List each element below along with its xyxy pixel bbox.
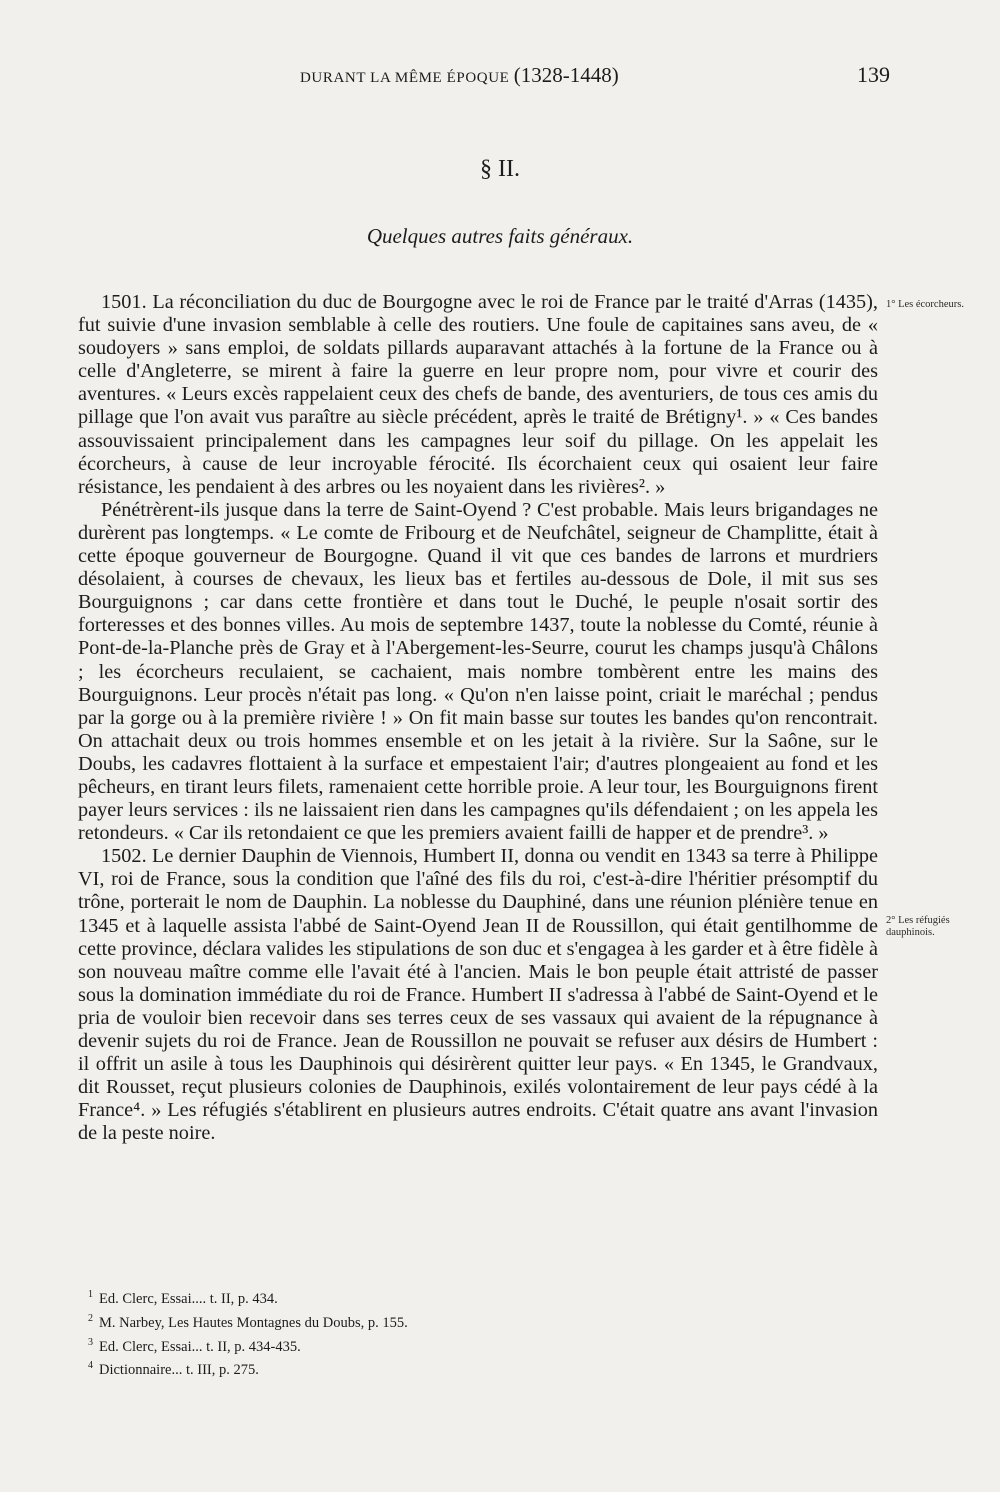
footnote-text: Dictionnaire... t. III, p. 275. [99, 1362, 259, 1379]
footnote-2 [88, 1309, 788, 1333]
footnote-text: M. Narbey, Les Hautes Montagnes du Doubs, p. 155. [99, 1314, 408, 1331]
running-head-text: DURANT LA MÊME ÉPOQUE [300, 70, 510, 86]
footnote-3 [88, 1333, 788, 1357]
running-head-years: (1328-1448) [513, 63, 619, 87]
footnote-text: Ed. Clerc, Essai.... t. II, p. 434. [99, 1290, 278, 1307]
running-head [300, 63, 619, 88]
footnote-text: Ed. Clerc, Essai... t. II, p. 434-435. [99, 1338, 301, 1355]
footnote-number: 4 [88, 1360, 93, 1372]
paragraph-1502: 1502. Le dernier Dauphin de Viennois, Humbert II, donna ou vendit en 1343 sa terre à Philippe VI, roi de France, sous la condition que l'aîné des fils du roi, c'est-à-dire l'héritier présomptif du trône, porterait le nom de Dauphin. La noblesse du Dauphiné, dans une réunion plénière tenue en 1345 et à laquelle assista l'abbé de Saint-Oyend Jean II de Roussillon, qui était gentilhomme de cette province, déclara valides les stipulations de son duc et s'engagea à les garder et à être fidèle à son nouveau maître comme elle l'avait été à l'ancien. Mais le bon peuple était attristé de passer sous la domination immédiate du roi de France. Humbert II s'adressa à l'abbé de Saint-Oyend et le pria de vouloir bien recevoir dans ses terres ceux de ses vassaux qui avaient de la répugnance à devenir sujets du roi de France. Jean de Roussillon ne pouvait se refuser aux désirs de Humbert : il offrit un asile à tous les Dauphinois qui désirèrent quitter leur pays. « En 1345, le Grandvaux, dit Rousset, reçut plusieurs colonies de Dauphinois, exilés volontairement de leur pays cédé à la France⁴. » Les réfugiés s'établirent en plusieurs autres endroits. C'était quatre ans avant l'invasion de la peste noire. [78, 845, 878, 1145]
footnote-1 [88, 1285, 788, 1309]
section-mark: § II. [480, 156, 520, 182]
section-title: Quelques autres faits généraux. [366, 224, 634, 248]
footnotes [88, 1285, 788, 1380]
footnote-number: 3 [88, 1336, 93, 1348]
page-header [300, 62, 890, 88]
page-number: 139 [857, 62, 890, 87]
margin-note-ecorcheurs: 1° Les écorcheurs. [886, 299, 964, 310]
margin-note-refugies: 2° Les réfugiés dauphinois. [886, 915, 950, 938]
footnote-number: 1 [88, 1289, 93, 1300]
footnote-4 [88, 1356, 788, 1380]
footnote-number: 2 [88, 1312, 93, 1324]
body-text [78, 291, 878, 1145]
paragraph-saint-oyend: Pénétrèrent-ils jusque dans la terre de Saint-Oyend ? C'est probable. Mais leurs brigandages ne durèrent pas longtemps. « Le comte de Fribourg et de Neufchâtel, seigneur de Champlitte, était à cette époque gouverneur de Bourgogne. Quand il vit que ces bandes de larrons et murdriers désolaient, à courses de chevaux, les lieux bas et fertiles au-dessous de Dole, il mit sus ses Bourguignons ; car dans cette frontière et dans tout le Duché, le peuple n'osait sortir des forteresses et des bonnes villes. Au mois de septembre 1437, toute la noblesse du Comté, réunie à Pont-de-la-Planche près de Gray et à l'Abergement-les-Seurre, courut les champs jusqu'à Châlons ; les écorcheurs reculaient, se cachaient, mais nombre tombèrent entre les mains des Bourguignons. Leur procès n'était pas long. « Qu'on n'en laisse point, criait le maréchal ; pendus par la gorge ou à la première rivière ! » On fit main basse sur toutes les bandes qu'on rencontrait. On attachait deux ou trois hommes ensemble et on les jetait à la rivière. Sur la Saône, sur le Doubs, les cadavres flottaient à la surface et empestaient l'air; d'autres plongeaient au fond et les pêcheurs, en tirant leurs filets, ramenaient cette horrible proie. A leur tour, les Bourguignons firent payer leurs services : ils ne laissaient rien dans les campagnes qu'ils défendaient ; on les appela les retondeurs. « Car ils retondaient ce que les premiers avaient failli de happer et de prendre³. » [78, 498, 878, 845]
paragraph-1501: 1501. La réconciliation du duc de Bourgogne avec le roi de France par le traité d'Arras (1435), fut suivie d'une invasion semblable à celle des routiers. Une foule de capitaines sans aveu, de « soudoyers » sans emploi, de soldats pillards auparavant attachés à la fortune de la France ou à celle d'Angleterre, se mirent à faire la guerre en leur propre nom, pour vivre et courir des aventures. « Leurs excès rappelaient ceux des chefs de bande, des aventuriers, de tous ces amis du pillage que l'on avait vus paraître au siècle précédent, après le traité de Brétigny¹. » « Ces bandes assouvissaient principalement dans les campagnes leur soif du pillage. On les appelait les écorcheurs, à cause de leur incroyable férocité. Ils écorchaient ceux qui osaient leur faire résistance, les pendaient à des arbres ou les noyaient dans les rivières². » [78, 291, 878, 498]
